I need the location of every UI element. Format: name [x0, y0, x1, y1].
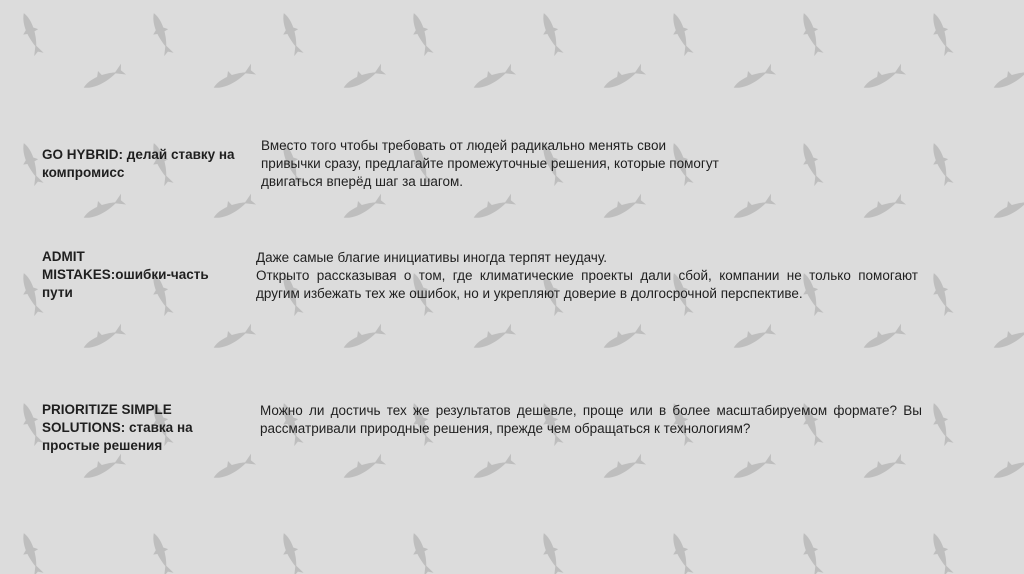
row-title-admit-mistakes: ADMIT MISTAKES:ошибки-часть пути	[42, 249, 209, 300]
row-body-paragraph: Вместо того чтобы требовать от людей радикально менять свои привычки сразу, предлагайте промежуточные решения, которые помогут двигаться вперёд шаг за шагом.	[261, 138, 719, 189]
row-body-paragraph: Можно ли достичь тех же результатов дешевле, проще или в более масштабируемом формате? Вы рассматривали природные решения, прежде чем обращаться к технологиям?	[260, 403, 922, 436]
row-title-go-hybrid: GO HYBRID: делай ставку на компромисс	[42, 147, 235, 180]
row-title-prioritize-simple: PRIORITIZE SIMPLE SOLUTIONS: ставка на простые решения	[42, 402, 193, 453]
row-body-paragraph: Даже самые благие инициативы иногда терпят неудачу.	[256, 250, 607, 265]
row-body-go-hybrid	[261, 137, 721, 191]
row-body-paragraph: Открыто рассказывая о том, где климатические проекты дали сбой, компании не только помогают другим избежать тех же ошибок, но и укрепляют доверие в долгосрочной перспективе.	[256, 268, 918, 301]
row-body-admit-mistakes	[256, 249, 918, 303]
row-body-prioritize-simple	[260, 402, 922, 438]
